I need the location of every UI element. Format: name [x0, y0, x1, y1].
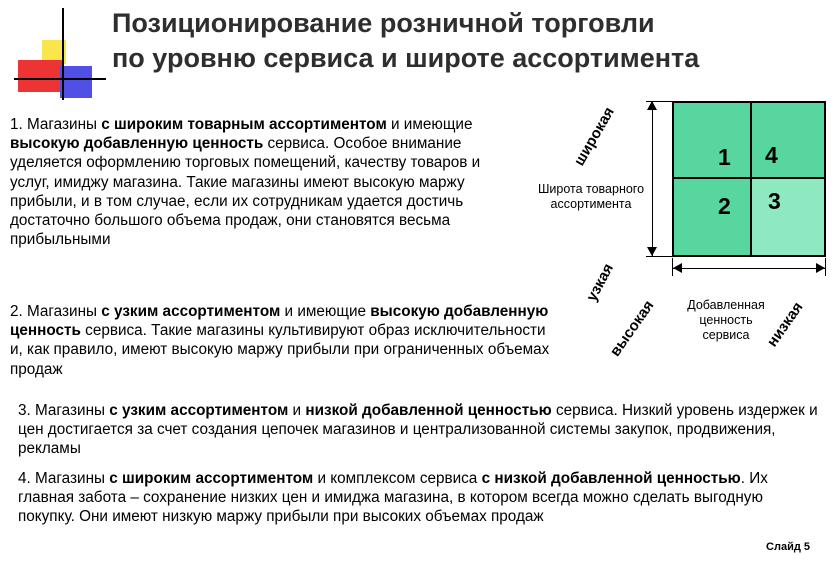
p2-run: высокую добавленную ценность	[10, 303, 549, 340]
p4-run: 4. Магазины	[18, 470, 110, 487]
x-left-label: высокая	[606, 297, 658, 360]
x-axis-arrow-right	[816, 263, 825, 273]
p4-run: с широким ассортиментом	[109, 470, 314, 487]
y-bottom-label: узкая	[583, 260, 618, 305]
y-axis-tick-bottom	[646, 256, 672, 257]
p3-run: с узким ассортиментом	[109, 402, 289, 419]
p2-run: и имеющие	[280, 303, 371, 320]
p1-run: и имеющие	[386, 116, 473, 133]
p2-run: 2. Магазины	[10, 303, 102, 320]
x-axis-arrow-left	[673, 263, 682, 273]
p1-run: 1. Магазины	[10, 116, 102, 133]
cell-2-number: 2	[718, 193, 731, 219]
cell-1-number: 1	[718, 144, 731, 170]
cell-1	[672, 101, 752, 179]
cell-3	[750, 177, 826, 257]
decor-horizontal-line	[14, 78, 106, 80]
y-axis-label: Широта товарного ассортимента	[537, 182, 645, 211]
cell-4	[750, 101, 826, 179]
p1-run: с широким товарным ассортиментом	[101, 116, 387, 133]
p1-run: высокую добавленную ценность	[10, 135, 264, 153]
decor-blue-square	[60, 66, 92, 98]
x-axis-line	[672, 268, 826, 269]
decor-red-square	[18, 60, 64, 92]
cell-2	[672, 177, 752, 257]
p3-run: и	[288, 402, 306, 419]
paragraph-4	[18, 469, 813, 527]
y-axis-arrow-bottom	[647, 247, 657, 256]
p4-run: с низкой добавленной ценностью	[481, 470, 741, 487]
p2-run: с узким ассортиментом	[101, 303, 281, 320]
p4-run: . Их главная забота – сохранение низких цен и имиджа магазина, в котором всегда можно сделать выгодную покупку. Они имеют низкую маржу прибыли при высоких объемах продаж	[18, 470, 768, 526]
x-axis-label: Добавленная ценность сервиса	[687, 298, 765, 342]
decor-vertical-line	[62, 8, 64, 100]
x-axis-tick-right	[825, 258, 826, 276]
y-axis-arrow-top	[647, 101, 657, 110]
paragraph-2	[10, 302, 550, 379]
p4-run: и комплексом сервиса	[313, 470, 482, 487]
positioning-diagram	[537, 90, 840, 370]
p1-run: сервиса. Особое внимание уделяется оформлению торговых помещений, качеству товаров и услуг, имиджу магазина. Такие магазины имеют высокую маржу прибыли, и в том случае, если их сотрудникам удается достичь достаточно большого объема продаж, они становятся весьма прибыльными	[10, 135, 481, 249]
y-axis-line	[652, 101, 653, 256]
p3-run: 3. Магазины	[18, 402, 110, 419]
slide-number: Слайд 5	[766, 541, 810, 553]
cell-3-number: 3	[768, 188, 781, 214]
page-title	[112, 6, 832, 76]
title-line-1: Позиционирование розничной торговли	[112, 8, 655, 38]
title-line-2: по уровню сервиса и широте ассортимента	[112, 43, 700, 73]
p3-run: низкой добавленной ценностью	[305, 402, 552, 419]
paragraph-1	[10, 115, 515, 249]
p3-run: сервиса. Низкий уровень издержек и цен достигается за счет создания цепочек магазинов и централизованной системы закупок, продвижения, рекламы	[18, 402, 818, 458]
y-top-label: широкая	[570, 104, 618, 169]
p2-run: сервиса. Такие магазины культивируют образ исключительности и, как правило, имеют высокую маржу прибыли при ограниченных объемах продаж	[10, 322, 550, 378]
paragraph-3	[18, 401, 823, 459]
cell-4-number: 4	[765, 142, 778, 168]
x-right-label: низкая	[763, 299, 807, 350]
